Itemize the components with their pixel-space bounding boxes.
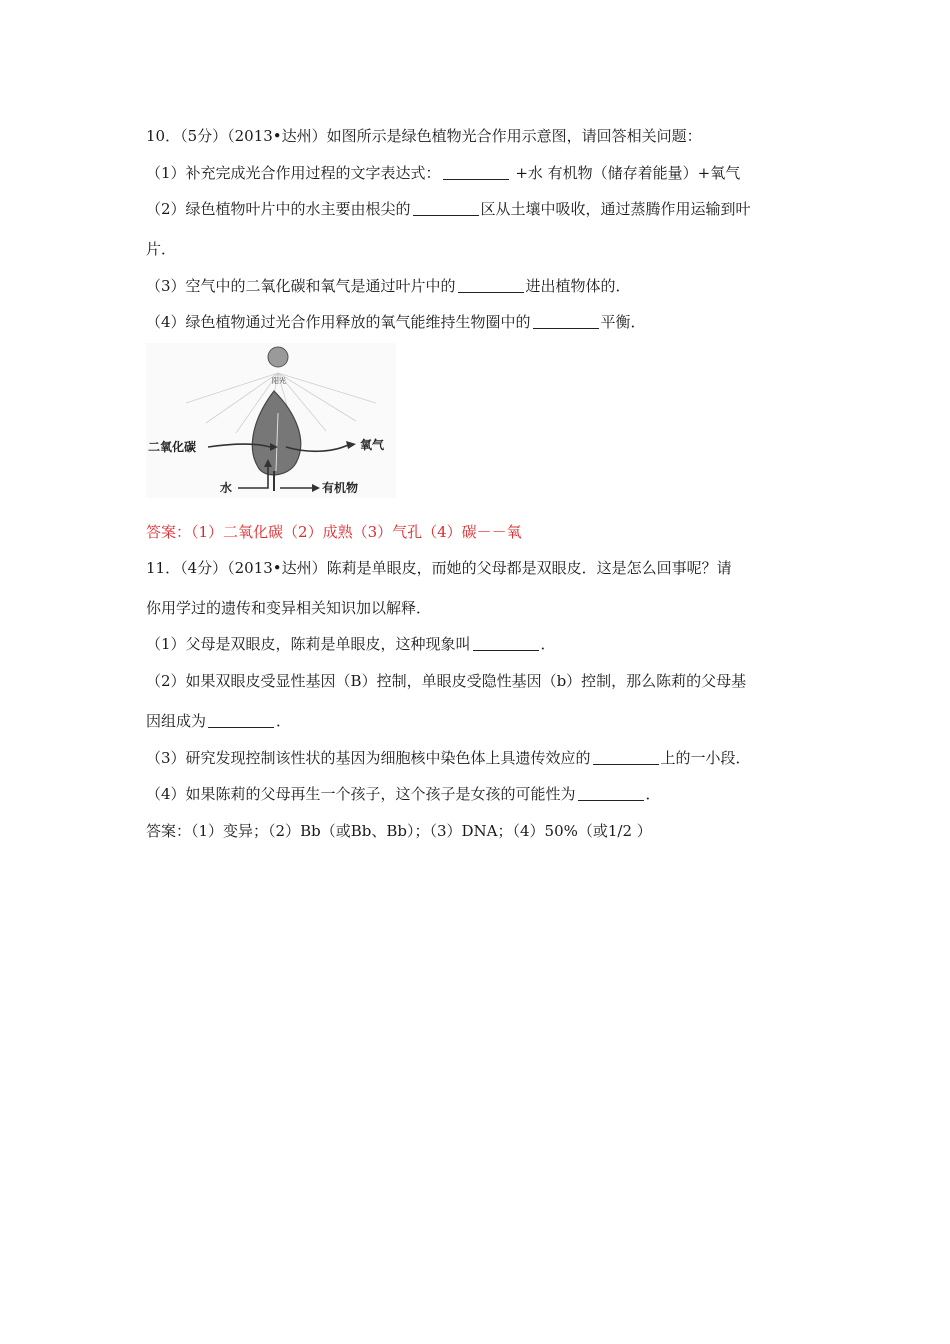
- water-label: 水: [220, 481, 233, 495]
- q11-part3: [146, 748, 751, 768]
- q11-answer: 答案：（1）变异；（2）Bb（或Bb、Bb）；（3）DNA；（4）50%（或1/2 ）: [146, 822, 652, 840]
- answer-blank[interactable]: [443, 165, 509, 180]
- q10-part1-text: （1）补充完成光合作用过程的文字表达式：: [146, 164, 441, 182]
- q11-part4-text: （4）如果陈莉的父母再生一个孩子，这个孩子是女孩的可能性为: [146, 785, 576, 803]
- answer-blank[interactable]: [578, 786, 644, 801]
- answer-blank[interactable]: [533, 314, 599, 329]
- answer-blank[interactable]: [208, 713, 274, 728]
- co2-label: 二氧化碳: [148, 440, 197, 454]
- q11-header-cont: 你用学过的遗传和变异相关知识加以解释．: [146, 599, 432, 617]
- q10-part3-text: （3）空气中的二氧化碳和氧气是通过叶片中的: [146, 277, 456, 295]
- q11-part3-text: （3）研究发现控制该性状的基因为细胞核中染色体上具遗传效应的: [146, 749, 591, 767]
- q11-part4-text-after: ．: [645, 785, 661, 803]
- q11-part1: [146, 634, 556, 654]
- q10-part2: [146, 199, 751, 219]
- o2-label: 氧气: [360, 438, 385, 452]
- q10-part4-text: （4）绿色植物通过光合作用释放的氧气能维持生物圈中的: [146, 313, 531, 331]
- q11-part2-cont-text: 因组成为: [146, 712, 207, 730]
- q10-part1-text-after: +水 有机物（储存着能量）+氧气: [510, 164, 741, 182]
- sun-icon: [268, 347, 288, 367]
- q10-part2-cont: 片．: [146, 240, 177, 258]
- sun-label: 阳光: [272, 378, 286, 385]
- q10-part2-text: （2）绿色植物叶片中的水主要由根尖的: [146, 200, 411, 218]
- q11-part3-text-after: 上的一小段．: [660, 749, 751, 767]
- q11-part1-text: （1）父母是双眼皮，陈莉是单眼皮，这种现象叫: [146, 635, 471, 653]
- q10-header: 10．（5分）（2013•达州）如图所示是绿色植物光合作用示意图，请回答相关问题：: [146, 127, 702, 145]
- q11-part2-cont-after: ．: [276, 712, 292, 730]
- answer-blank[interactable]: [458, 278, 524, 293]
- organic-label: 有机物: [322, 481, 359, 495]
- answer-blank[interactable]: [593, 750, 659, 765]
- photosynthesis-diagram: [146, 343, 396, 498]
- q11-part2-cont: [146, 711, 291, 731]
- q10-part4-text-after: 平衡．: [600, 313, 646, 331]
- q10-answer: 答案：（1）二氧化碳（2）成熟（3）气孔（4）碳－－氧: [146, 523, 522, 541]
- q11-part4: [146, 784, 661, 804]
- q10-part3-text-after: 进出植物体的．: [525, 277, 631, 295]
- q11-part1-text-after: ．: [540, 635, 556, 653]
- q10-part3: [146, 276, 631, 296]
- q11-part2: （2）如果双眼皮受显性基因（B）控制，单眼皮受隐性基因（b）控制，那么陈莉的父母基: [146, 672, 747, 690]
- q10-part4: [146, 312, 646, 332]
- q11-header: 11．（4分）（2013•达州）陈莉是单眼皮，而她的父母都是双眼皮．这是怎么回事呢？请: [146, 559, 732, 577]
- q10-part1: [146, 163, 740, 183]
- answer-blank[interactable]: [473, 636, 539, 651]
- answer-blank[interactable]: [413, 201, 479, 216]
- q10-part2-text-after: 区从土壤中吸收，通过蒸腾作用运输到叶: [480, 200, 751, 218]
